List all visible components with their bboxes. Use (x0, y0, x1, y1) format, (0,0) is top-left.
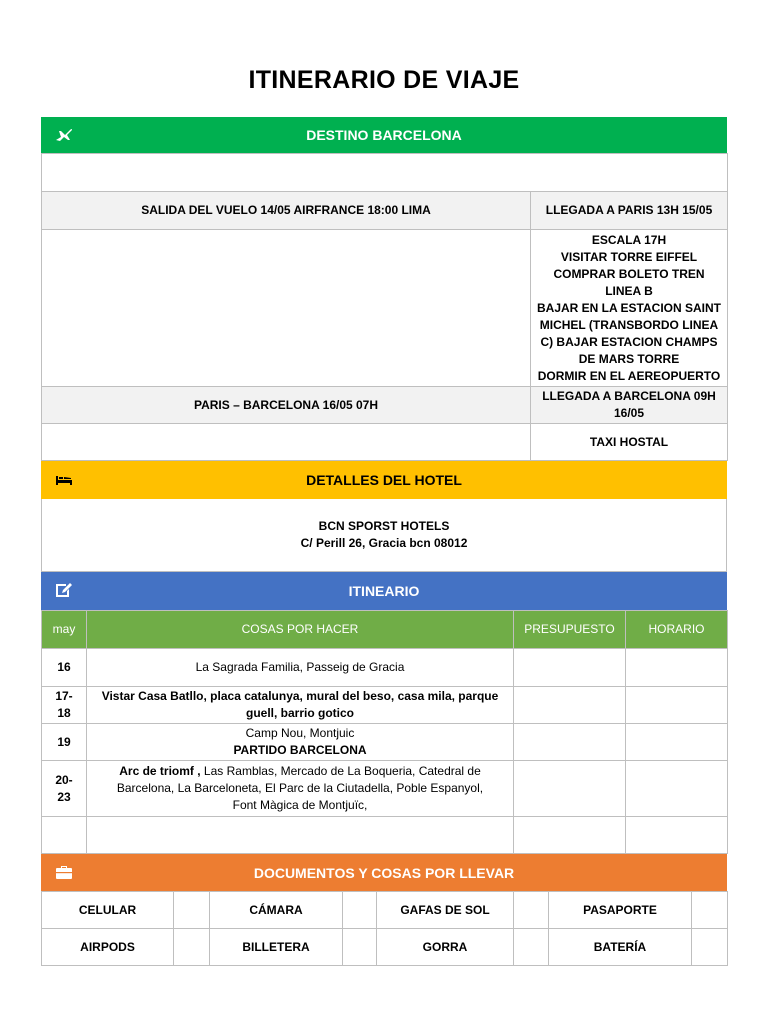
page-title: ITINERARIO DE VIAJE (248, 66, 520, 94)
day-line: 17- (55, 689, 73, 703)
day-line: 20- (55, 772, 73, 787)
destino-title: DESTINO BARCELONA (306, 127, 462, 143)
activity-cell: Vistar Casa Batllo, placa catalunya, mural del beso, casa mila, parque guell, barrio gotico (87, 687, 514, 724)
day-cell (42, 817, 87, 854)
edit-icon (55, 582, 73, 598)
column-header: may (42, 611, 87, 649)
item-label: GAFAS DE SOL (377, 892, 514, 929)
documentos-table (41, 891, 728, 966)
column-header: COSAS POR HACER (87, 611, 514, 649)
note-line: DORMIR EN EL AEREOPUERTO (537, 368, 721, 383)
note-line: ESCALA 17H (591, 232, 667, 247)
documentos-title: DOCUMENTOS Y COSAS POR LLEVAR (253, 864, 515, 881)
blank-row (42, 154, 728, 192)
activity-cell (87, 724, 514, 761)
arrival-line: 16/05 (613, 406, 645, 420)
table-row (42, 687, 728, 724)
table-row (42, 724, 728, 761)
hotel-details (41, 499, 727, 572)
arrival-paris: LLEGADA A PARIS 13H 15/05 (531, 192, 728, 230)
note-line: DE MARS TORRE (578, 351, 680, 366)
day-cell (42, 761, 87, 817)
destino-header (41, 117, 727, 153)
table-row (42, 649, 728, 687)
briefcase-icon (55, 864, 73, 880)
itinerary-sheet (41, 117, 727, 966)
activity-lead: Arc de triomf , (119, 764, 201, 778)
itinerario-header (41, 572, 727, 610)
day-cell: 16 (42, 649, 87, 687)
table-row (42, 817, 728, 854)
budget-cell (514, 649, 626, 687)
arrival-line: LLEGADA A BARCELONA 09H (542, 389, 716, 403)
bed-icon (55, 471, 73, 487)
day-cell (42, 687, 87, 724)
item-check[interactable] (692, 892, 728, 929)
item-label: AIRPODS (42, 929, 174, 966)
note-line: C) BAJAR ESTACION CHAMPS (540, 334, 718, 349)
item-check[interactable] (692, 929, 728, 966)
item-label: CÁMARA (210, 892, 343, 929)
hotel-header (41, 461, 727, 499)
item-label: PASAPORTE (549, 892, 692, 929)
itinerario-title: ITINEARIO (348, 583, 420, 599)
item-label: CELULAR (42, 892, 174, 929)
blank-cell (42, 230, 531, 387)
itinerario-table (41, 610, 728, 854)
budget-cell (514, 724, 626, 761)
note-line: MICHEL (TRANSBORDO LINEA (539, 317, 719, 332)
budget-cell (514, 817, 626, 854)
activity-cell (87, 761, 514, 817)
schedule-cell (626, 817, 728, 854)
day-line: 23 (57, 789, 71, 804)
column-header: HORARIO (626, 611, 728, 649)
item-check[interactable] (514, 892, 549, 929)
note-line: LINEA B (605, 283, 653, 298)
item-check[interactable] (174, 929, 210, 966)
activity-cell: La Sagrada Familia, Passeig de Gracia (87, 649, 514, 687)
column-header: PRESUPUESTO (514, 611, 626, 649)
budget-cell (514, 687, 626, 724)
day-cell: 19 (42, 724, 87, 761)
item-check[interactable] (343, 929, 377, 966)
note-line: COMPRAR BOLETO TREN (553, 266, 705, 281)
schedule-cell (626, 724, 728, 761)
paris-notes (531, 230, 728, 387)
hotel-name: BCN SPORST HOTELS (318, 519, 450, 533)
flight-departure: SALIDA DEL VUELO 14/05 AIRFRANCE 18:00 LIMA (42, 192, 531, 230)
activity-cell (87, 817, 514, 854)
activity-line: Camp Nou, Montjuic (245, 726, 355, 740)
item-check[interactable] (174, 892, 210, 929)
hotel-title: DETALLES DEL HOTEL (306, 472, 462, 488)
airplane-icon (55, 127, 73, 143)
schedule-cell (626, 687, 728, 724)
activity-text: Las Ramblas, Mercado de La Boqueria, Catedral de Barcelona, La Barceloneta, El Parc de la Ciutadella, Poble Espanyol, Font Màgica de Montjuïc, (116, 764, 484, 812)
item-check[interactable] (343, 892, 377, 929)
blank-cell (42, 424, 531, 461)
activity-line-bold: PARTIDO BARCELONA (233, 743, 367, 757)
schedule-cell (626, 761, 728, 817)
day-line: 18 (57, 706, 71, 720)
item-check[interactable] (514, 929, 549, 966)
note-line: BAJAR EN LA ESTACION SAINT (536, 300, 721, 315)
arrival-barcelona (531, 387, 728, 424)
item-label: GORRA (377, 929, 514, 966)
destino-table (41, 153, 728, 461)
item-label: BATERÍA (549, 929, 692, 966)
hotel-address: C/ Perill 26, Gracia bcn 08012 (300, 536, 468, 550)
budget-cell (514, 761, 626, 817)
item-label: BILLETERA (210, 929, 343, 966)
paris-barcelona-flight: PARIS – BARCELONA 16/05 07H (42, 387, 531, 424)
table-row (42, 761, 728, 817)
documentos-header (41, 854, 727, 891)
schedule-cell (626, 649, 728, 687)
taxi-note: TAXI HOSTAL (531, 424, 728, 461)
note-line: VISITAR TORRE EIFFEL (560, 249, 698, 264)
